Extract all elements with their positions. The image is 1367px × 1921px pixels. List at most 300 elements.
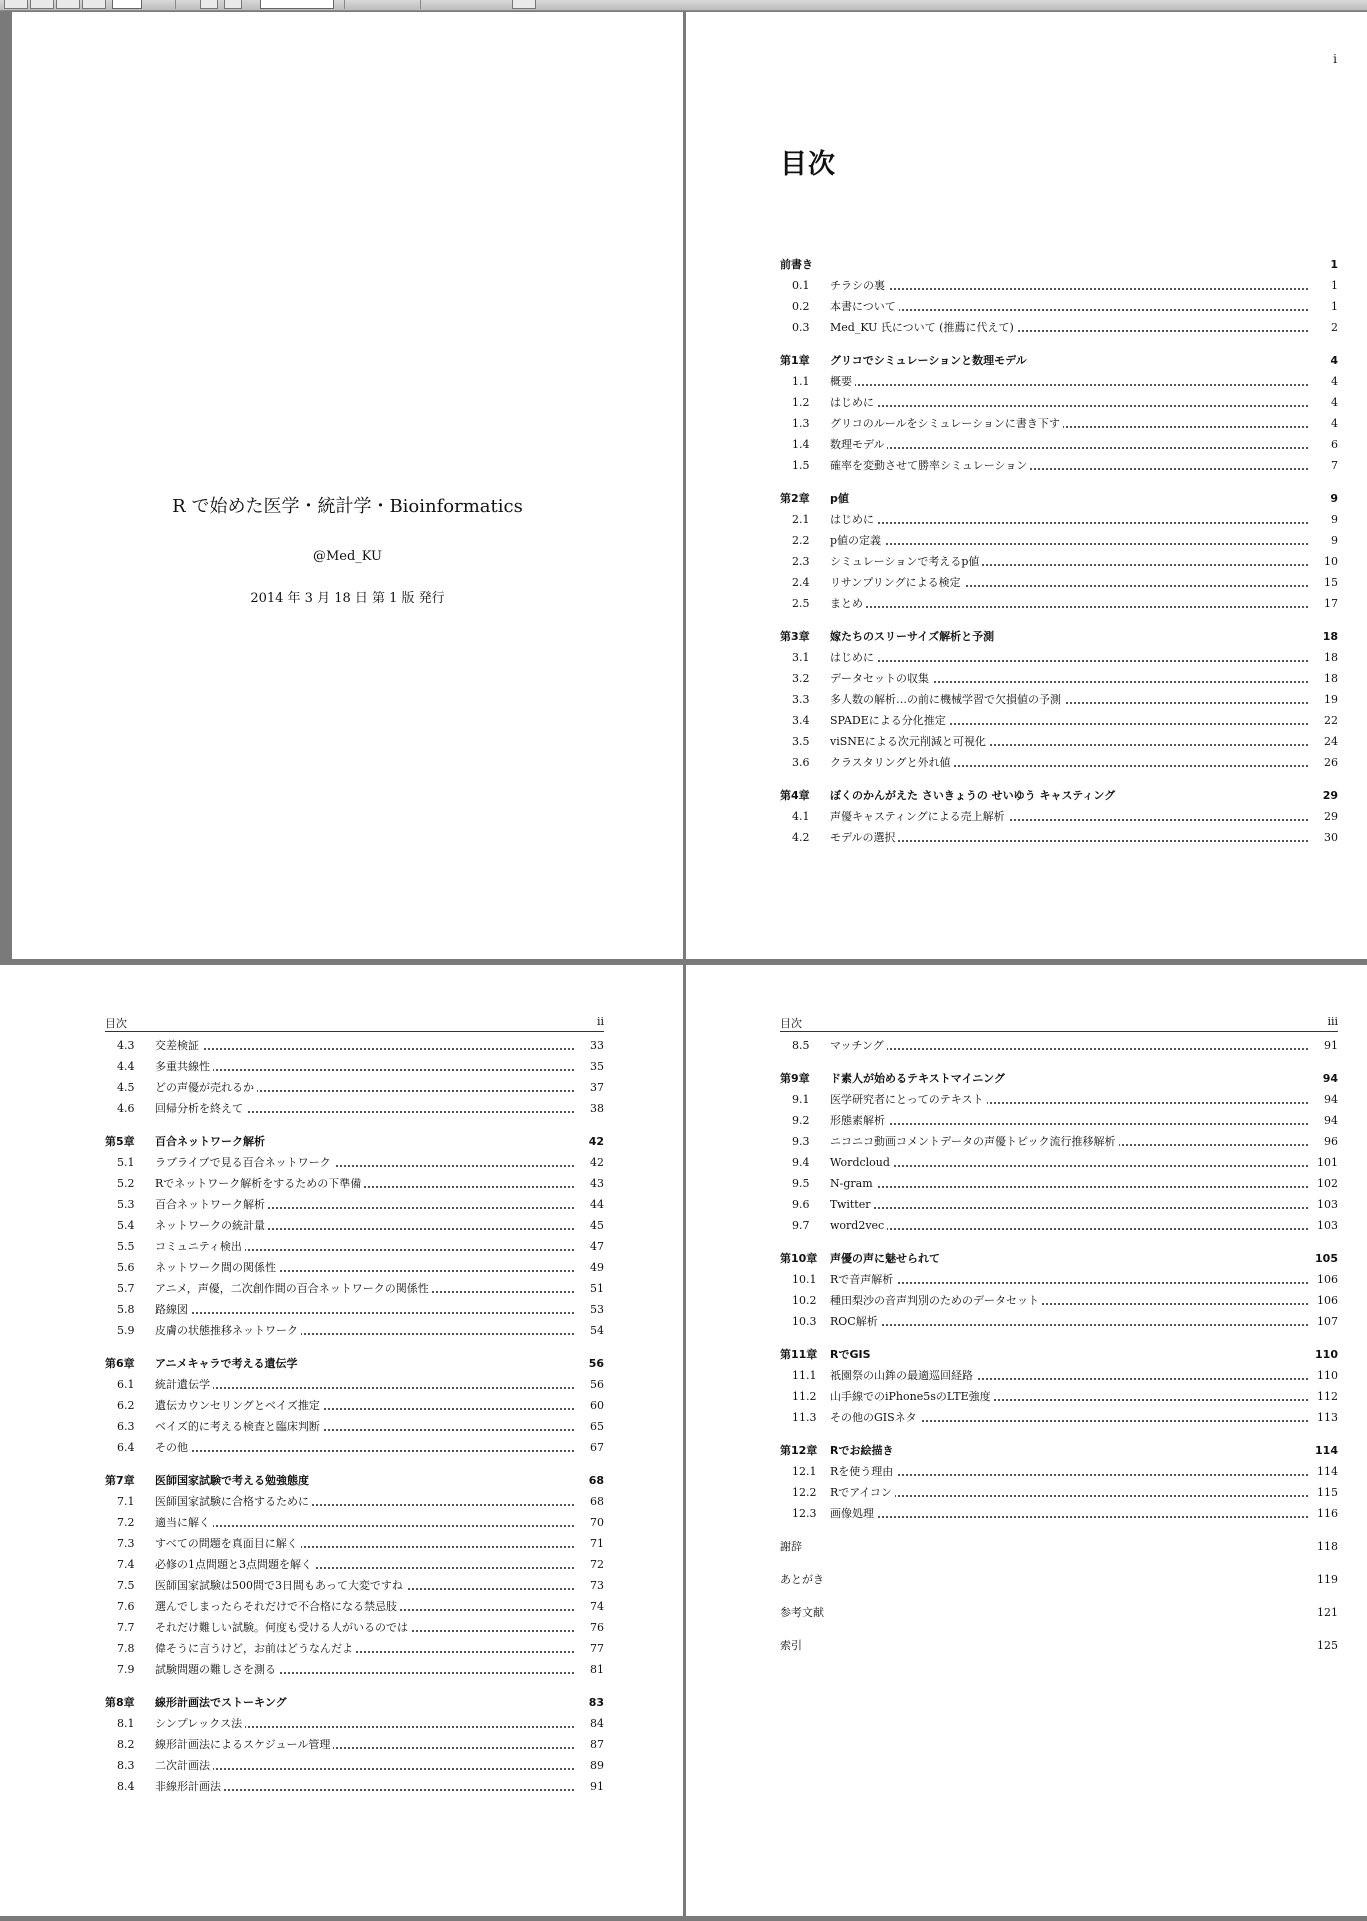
toc-entry-number: 5.3	[117, 1198, 135, 1211]
toc-entry-title-text: はじめに	[830, 513, 877, 526]
toc-section-entry[interactable]	[105, 1416, 604, 1437]
toc-entry-title-text: アニメ，声優，二次創作間の百合ネットワークの関係性	[155, 1282, 432, 1295]
toc-section-entry[interactable]	[780, 434, 1338, 455]
toc-entry-title-text: 路線図	[155, 1303, 191, 1316]
toc-entry-number: 3.5	[792, 735, 810, 748]
toc-entry-page: 43	[587, 1173, 604, 1194]
toolbar-button[interactable]	[512, 0, 536, 9]
toc-backmatter-entry[interactable]	[780, 1602, 1338, 1623]
toc-section-entry[interactable]	[780, 455, 1338, 476]
toc-section-entry[interactable]	[780, 1311, 1338, 1332]
toc-chapter-entry[interactable]	[780, 1248, 1338, 1269]
toc-page-3	[686, 965, 1367, 1916]
toc-section-entry[interactable]	[780, 413, 1338, 434]
toc-entry-title-text: コミュニティ検出	[155, 1240, 245, 1253]
toc-chapter-entry[interactable]	[780, 1344, 1338, 1365]
toc-section-entry[interactable]	[105, 1776, 604, 1797]
toc-section-entry[interactable]	[105, 1056, 604, 1077]
toc-entry-number: 11.1	[792, 1369, 817, 1382]
toc-entry-title	[830, 1089, 1308, 1110]
toc-entry-number: 第8章	[105, 1696, 135, 1709]
toc-entry-page: 72	[587, 1554, 604, 1575]
toc-entry-page: 60	[587, 1395, 604, 1416]
toc-section-entry[interactable]	[105, 1299, 604, 1320]
toc-section-entry[interactable]	[105, 1512, 604, 1533]
toc-entry-page: 107	[1314, 1311, 1338, 1332]
toc-entry-title-text: 百合ネットワーク解析	[155, 1135, 268, 1148]
toc-entry-page: 42	[586, 1131, 604, 1152]
toolbar-button[interactable]	[30, 0, 54, 9]
toc-entry-page: 116	[1314, 1503, 1338, 1524]
toc-entry-number: 4.4	[117, 1060, 135, 1073]
toc-entry-title	[830, 1482, 1308, 1503]
toc-section-entry[interactable]	[780, 752, 1338, 773]
toc-entry-number: 3.2	[792, 672, 810, 685]
toc-section-entry[interactable]	[105, 1278, 604, 1299]
toc-entry-title-text: Rでお絵描き	[830, 1444, 896, 1457]
toc-entry-title-text: その他	[155, 1441, 191, 1454]
toc-entry-title	[155, 1617, 574, 1638]
toc-entry-title-text: Rで音声解析	[830, 1273, 896, 1286]
toc-section-entry[interactable]	[780, 572, 1338, 593]
toc-section-entry[interactable]	[105, 1194, 604, 1215]
toc-entry-number: 6.2	[117, 1399, 135, 1412]
toc-entry-title	[155, 1257, 574, 1278]
toc-entry-title	[155, 1194, 574, 1215]
toc-entry-page: 56	[587, 1374, 604, 1395]
toc-section-entry[interactable]	[780, 1290, 1338, 1311]
toc-entry-title	[830, 317, 1308, 338]
toc-chapter-entry[interactable]	[780, 488, 1338, 509]
toc-entry-title	[155, 1713, 574, 1734]
toc-section-entry[interactable]	[780, 1365, 1338, 1386]
toc-backmatter-entry[interactable]	[780, 1569, 1338, 1590]
toc-backmatter-entry[interactable]	[780, 1536, 1338, 1557]
toc-section-entry[interactable]	[105, 1173, 604, 1194]
toc-section-entry[interactable]	[105, 1734, 604, 1755]
toc-section-entry[interactable]	[105, 1713, 604, 1734]
toc-entry-number: 前書き	[780, 258, 813, 271]
page-folio: ii	[596, 1015, 604, 1028]
zoom-in-button[interactable]	[224, 0, 242, 9]
toc-section-entry[interactable]	[780, 1035, 1338, 1056]
toc-entry-title-text: クラスタリングと外れ値	[830, 756, 954, 769]
toc-chapter-entry[interactable]	[780, 785, 1338, 806]
toc-entry-page: 94	[1321, 1089, 1338, 1110]
toc-entry-title	[830, 296, 1308, 317]
toc-entry-page: 121	[1314, 1602, 1338, 1623]
toc-section-entry[interactable]	[105, 1575, 604, 1596]
toc-entry-title	[830, 1194, 1308, 1215]
toc-section-entry[interactable]	[105, 1533, 604, 1554]
toc-entry-page: 110	[1314, 1365, 1338, 1386]
toc-entry-title	[830, 785, 1308, 806]
toc-chapter-entry[interactable]	[780, 254, 1338, 275]
toc-chapter-entry[interactable]	[780, 626, 1338, 647]
toc-section-entry[interactable]	[780, 317, 1338, 338]
toc-entry-number: 0.2	[792, 300, 810, 313]
toc-entry-page: 114	[1314, 1461, 1338, 1482]
toc-entry-title-text: 多重共線性	[155, 1060, 213, 1073]
toc-entry-page: 54	[587, 1320, 604, 1341]
toc-entry-title	[830, 1215, 1308, 1236]
toc-entry-title	[155, 1374, 574, 1395]
toc-section-entry[interactable]	[105, 1638, 604, 1659]
toc-chapter-entry[interactable]	[105, 1470, 604, 1491]
toc-entry-title-text: チラシの裏	[830, 279, 888, 292]
toc-entry-title	[830, 1131, 1308, 1152]
toc-section-entry[interactable]	[105, 1257, 604, 1278]
toc-entry-title	[830, 1461, 1308, 1482]
toc-entry-title	[155, 1098, 574, 1119]
toc-section-entry[interactable]	[780, 806, 1338, 827]
toc-entry-number: 1.1	[792, 375, 810, 388]
toc-entry-page: 70	[587, 1512, 604, 1533]
toc-entry-page: 33	[587, 1035, 604, 1056]
toc-entry-title	[155, 1173, 574, 1194]
toc-entry-page: 44	[587, 1194, 604, 1215]
toc-entry-title	[155, 1236, 574, 1257]
toc-entry-number: 7.7	[117, 1621, 135, 1634]
toc-section-entry[interactable]	[105, 1152, 604, 1173]
toc-entry-title	[830, 710, 1308, 731]
toc-entry-page: 96	[1321, 1131, 1338, 1152]
toc-entry-number: 9.4	[792, 1156, 810, 1169]
toc-section-entry[interactable]	[780, 551, 1338, 572]
toc-section-entry[interactable]	[780, 530, 1338, 551]
toc-section-entry[interactable]	[780, 647, 1338, 668]
toc-entry-number: 第12章	[780, 1444, 818, 1457]
toc-entry-number: 第3章	[780, 630, 810, 643]
toc-entry-title-text: 声優の声に魅せられて	[830, 1252, 943, 1265]
toc-entry-title	[830, 392, 1308, 413]
toc-section-entry[interactable]	[780, 1503, 1338, 1524]
toc-entry-number: 11.2	[792, 1390, 817, 1403]
toc-section-entry[interactable]	[780, 1461, 1338, 1482]
toc-list	[105, 1035, 604, 1797]
toc-entry-title-text: すべての問題を真面目に解く	[155, 1537, 301, 1550]
toc-entry-title-text: ド素人が始めるテキストマイニング	[830, 1072, 1008, 1085]
toc-entry-title	[780, 1635, 1308, 1656]
toc-entry-number: 4.1	[792, 810, 810, 823]
toc-entry-title	[155, 1353, 574, 1374]
toc-entry-title-text: 山手線でのiPhone5sのLTE強度	[830, 1390, 994, 1403]
toc-entry-number: 3.3	[792, 693, 810, 706]
toc-section-entry[interactable]	[105, 1395, 604, 1416]
toc-entry-title	[830, 647, 1308, 668]
toc-entry-page: 81	[587, 1659, 604, 1680]
toc-entry-title	[830, 1407, 1308, 1428]
toc-chapter-entry[interactable]	[780, 1068, 1338, 1089]
toolbar-button[interactable]	[4, 0, 28, 9]
toc-entry-number: 9.7	[792, 1219, 810, 1232]
toc-entry-title-text: 医師国家試験は500問で3日間もあって大変ですね	[155, 1579, 406, 1592]
toc-page-2	[0, 965, 683, 1916]
toc-section-entry[interactable]	[780, 392, 1338, 413]
toc-section-entry[interactable]	[780, 509, 1338, 530]
toc-entry-title	[155, 1596, 574, 1617]
toc-section-entry[interactable]	[105, 1215, 604, 1236]
toc-entry-page: 71	[587, 1533, 604, 1554]
toc-entry-number: 5.5	[117, 1240, 135, 1253]
toc-entry-number: 2.4	[792, 576, 810, 589]
toc-list	[780, 254, 1338, 848]
toc-entry-number: 第1章	[780, 354, 810, 367]
toc-entry-title-text: 祇園祭の山鉾の最適巡回経路	[830, 1369, 976, 1382]
toc-chapter-entry[interactable]	[780, 1440, 1338, 1461]
toc-entry-number: 7.3	[117, 1537, 135, 1550]
book-title: R で始めた医学・統計学・Bioinformatics	[172, 496, 523, 517]
toc-entry-title	[830, 434, 1308, 455]
toc-entry-page: 29	[1320, 785, 1338, 806]
toc-entry-page: 18	[1321, 647, 1338, 668]
toc-entry-page: 74	[587, 1596, 604, 1617]
toc-section-entry[interactable]	[105, 1659, 604, 1680]
toc-section-entry[interactable]	[780, 827, 1338, 848]
toc-entry-number: 8.4	[117, 1780, 135, 1793]
toc-entry-page: 110	[1312, 1344, 1338, 1365]
toc-entry-title-text: 確率を変動させて勝率シミュレーション	[830, 459, 1030, 472]
toc-entry-number: 7.9	[117, 1663, 135, 1676]
toc-list	[780, 1035, 1338, 1656]
toc-entry-number: 0.1	[792, 279, 810, 292]
toc-entry-number: 4.5	[117, 1081, 135, 1094]
toc-entry-number: 9.6	[792, 1198, 810, 1211]
toc-entry-title-text: ネットワーク間の関係性	[155, 1261, 279, 1274]
toc-entry-title-text: Med_KU 氏について (推薦に代えて)	[830, 321, 1017, 334]
toc-entry-number: 2.3	[792, 555, 810, 568]
toc-section-entry[interactable]	[780, 1482, 1338, 1503]
toc-section-entry[interactable]	[780, 1215, 1338, 1236]
toc-section-entry[interactable]	[105, 1374, 604, 1395]
toc-entry-title	[155, 1299, 574, 1320]
toc-entry-page: 9	[1327, 488, 1338, 509]
toc-entry-title-text: ニコニコ動画コメントデータの声優トピック流行推移解析	[830, 1135, 1119, 1148]
toc-section-entry[interactable]	[780, 1173, 1338, 1194]
toc-entry-page: 10	[1321, 551, 1338, 572]
toc-entry-title-text: SPADEによる分化推定	[830, 714, 949, 727]
toc-entry-number: 第7章	[105, 1474, 135, 1487]
toc-entry-title-text: 本書について	[830, 300, 899, 313]
toc-entry-title	[830, 455, 1308, 476]
toc-entry-page: 42	[587, 1152, 604, 1173]
toc-entry-number: 4.2	[792, 831, 810, 844]
toc-entry-title-text: 偉そうに言うけど，お前はどうなんだよ	[155, 1642, 356, 1655]
toc-entry-title-text: アニメキャラで考える遺伝学	[155, 1357, 300, 1370]
toolbar-button[interactable]	[56, 0, 80, 9]
toc-entry-title-text: ネットワークの統計量	[155, 1219, 268, 1232]
toc-entry-number: 2.1	[792, 513, 810, 526]
toc-entry-page: 103	[1314, 1194, 1338, 1215]
toc-entry-title	[155, 1131, 574, 1152]
toc-entry-title	[155, 1320, 574, 1341]
toc-entry-page: 113	[1314, 1407, 1338, 1428]
toc-section-entry[interactable]	[105, 1098, 604, 1119]
toc-entry-title	[155, 1152, 574, 1173]
toc-section-entry[interactable]	[105, 1755, 604, 1776]
page-number-field[interactable]	[112, 0, 142, 9]
publication-date: 2014 年 3 月 18 日 第 1 版 発行	[250, 591, 445, 606]
toc-entry-page: 19	[1321, 689, 1338, 710]
toc-entry-title-text: Twitter	[830, 1198, 874, 1211]
toc-entry-title	[830, 1440, 1308, 1461]
toc-entry-page: 76	[587, 1617, 604, 1638]
toc-entry-title-text: シンプレックス法	[155, 1717, 245, 1730]
toc-section-entry[interactable]	[780, 710, 1338, 731]
toc-entry-number: 6.1	[117, 1378, 135, 1391]
toc-entry-title-text: N-gram	[830, 1177, 876, 1190]
toc-section-entry[interactable]	[780, 1089, 1338, 1110]
toc-entry-title-text: 試験問題の難しさを測る	[155, 1663, 279, 1676]
toc-entry-page: 7	[1328, 455, 1338, 476]
toc-section-entry[interactable]	[105, 1035, 604, 1056]
toc-section-entry[interactable]	[780, 1407, 1338, 1428]
toc-section-entry[interactable]	[780, 731, 1338, 752]
toc-entry-page: 94	[1320, 1068, 1338, 1089]
toc-entry-number: 8.2	[117, 1738, 135, 1751]
toc-entry-number: 5.9	[117, 1324, 135, 1337]
toolbar-button[interactable]	[82, 0, 106, 9]
toc-section-entry[interactable]	[780, 275, 1338, 296]
toc-entry-title-text: ラブライブで見る百合ネットワーク	[155, 1156, 334, 1169]
toc-entry-page: 118	[1314, 1536, 1338, 1557]
toc-entry-page: 18	[1320, 626, 1338, 647]
toc-chapter-entry[interactable]	[105, 1353, 604, 1374]
page-folio: iii	[1327, 1015, 1338, 1028]
toc-entry-title	[155, 1077, 574, 1098]
toc-entry-title	[780, 1602, 1308, 1623]
toc-entry-title	[830, 413, 1308, 434]
toc-section-entry[interactable]	[105, 1320, 604, 1341]
toc-chapter-entry[interactable]	[105, 1131, 604, 1152]
toc-section-entry[interactable]	[780, 668, 1338, 689]
toc-entry-page: 47	[587, 1236, 604, 1257]
toc-entry-page: 29	[1321, 806, 1338, 827]
toc-entry-page: 84	[587, 1713, 604, 1734]
viewer-toolbar	[0, 0, 1367, 11]
toc-entry-title-text: 適当に解く	[155, 1516, 213, 1529]
toc-entry-title	[830, 806, 1308, 827]
toc-entry-title	[830, 275, 1308, 296]
toc-entry-title	[155, 1437, 574, 1458]
toc-entry-number: 8.5	[792, 1039, 810, 1052]
toc-heading: 目次	[780, 149, 836, 180]
toc-section-entry[interactable]	[105, 1596, 604, 1617]
toc-entry-number: 5.4	[117, 1219, 135, 1232]
toc-entry-page: 4	[1327, 350, 1338, 371]
toc-section-entry[interactable]	[780, 296, 1338, 317]
toc-section-entry[interactable]	[105, 1077, 604, 1098]
toc-entry-title	[155, 1734, 574, 1755]
toc-entry-title-text: 遺伝カウンセリングとベイズ推定	[155, 1399, 323, 1412]
toc-entry-page: 18	[1321, 668, 1338, 689]
toc-entry-title-text: 謝辞	[780, 1540, 805, 1553]
toc-entry-title	[830, 752, 1308, 773]
toc-entry-number: 第5章	[105, 1135, 135, 1148]
toc-section-entry[interactable]	[780, 689, 1338, 710]
toc-backmatter-entry[interactable]	[780, 1635, 1338, 1656]
toc-chapter-entry[interactable]	[105, 1692, 604, 1713]
toc-section-entry[interactable]	[780, 1131, 1338, 1152]
toc-entry-page: 94	[1321, 1110, 1338, 1131]
toc-entry-page: 53	[587, 1299, 604, 1320]
toc-entry-title	[830, 1248, 1308, 1269]
toc-entry-title-text: 医師国家試験で考える勉強態度	[155, 1474, 312, 1487]
toc-entry-title	[830, 1290, 1308, 1311]
toc-entry-number: 10.2	[792, 1294, 817, 1307]
toc-entry-title-text: 形態素解析	[830, 1114, 888, 1127]
toc-entry-title-text: シミュレーションで考えるp値	[830, 555, 982, 568]
toc-entry-number: 3.1	[792, 651, 810, 664]
toc-entry-page: 119	[1314, 1569, 1338, 1590]
toc-section-entry[interactable]	[780, 1152, 1338, 1173]
toc-entry-number: 7.6	[117, 1600, 135, 1613]
toc-entry-page: 6	[1328, 434, 1338, 455]
toc-entry-title	[830, 593, 1308, 614]
toc-entry-title	[830, 1152, 1308, 1173]
toc-section-entry[interactable]	[780, 1386, 1338, 1407]
toc-entry-page: 38	[587, 1098, 604, 1119]
toc-entry-number: 第10章	[780, 1252, 818, 1265]
toc-entry-title	[780, 1569, 1308, 1590]
toc-entry-title-text: p値の定義	[830, 534, 884, 547]
toc-entry-number: 第9章	[780, 1072, 810, 1085]
toc-section-entry[interactable]	[105, 1437, 604, 1458]
toc-entry-title	[155, 1692, 574, 1713]
toc-entry-title-text: 数理モデル	[830, 438, 887, 451]
toc-entry-page: 125	[1314, 1635, 1338, 1656]
toc-entry-title-text: 索引	[780, 1639, 805, 1652]
toc-entry-page: 115	[1314, 1482, 1338, 1503]
toc-chapter-entry[interactable]	[780, 350, 1338, 371]
toc-entry-number: 1.5	[792, 459, 810, 472]
toc-entry-page: 35	[587, 1056, 604, 1077]
toc-section-entry[interactable]	[780, 1110, 1338, 1131]
toc-entry-number: 12.3	[792, 1507, 817, 1520]
toc-entry-title	[780, 1536, 1308, 1557]
toc-entry-page: 51	[587, 1278, 604, 1299]
toc-entry-title	[155, 1035, 574, 1056]
toc-entry-page: 73	[587, 1575, 604, 1596]
zoom-field[interactable]	[260, 0, 334, 9]
toc-entry-number: 第6章	[105, 1357, 135, 1370]
toc-entry-page: 37	[587, 1077, 604, 1098]
toc-entry-title-text: Wordcloud	[830, 1156, 893, 1169]
toc-page-1	[686, 12, 1367, 959]
toc-entry-number: 3.6	[792, 756, 810, 769]
toc-section-entry[interactable]	[105, 1617, 604, 1638]
toc-section-entry[interactable]	[105, 1236, 604, 1257]
toc-entry-title-text: viSNEによる次元削減と可視化	[830, 735, 989, 748]
toc-section-entry[interactable]	[105, 1491, 604, 1512]
toc-entry-title	[155, 1533, 574, 1554]
toc-section-entry[interactable]	[780, 1269, 1338, 1290]
toc-section-entry[interactable]	[780, 1194, 1338, 1215]
toc-entry-number: 10.1	[792, 1273, 817, 1286]
toc-entry-number: 第2章	[780, 492, 810, 505]
zoom-out-button[interactable]	[200, 0, 218, 9]
toc-entry-number: 12.2	[792, 1486, 817, 1499]
toc-entry-title	[155, 1554, 574, 1575]
toc-entry-title	[830, 827, 1308, 848]
toc-section-entry[interactable]	[780, 371, 1338, 392]
toc-entry-title	[155, 1470, 574, 1491]
toc-entry-page: 9	[1328, 509, 1338, 530]
toc-entry-page: 22	[1321, 710, 1338, 731]
toc-section-entry[interactable]	[105, 1554, 604, 1575]
toc-entry-title-text: 皮膚の状態推移ネットワーク	[155, 1324, 301, 1337]
toc-section-entry[interactable]	[780, 593, 1338, 614]
